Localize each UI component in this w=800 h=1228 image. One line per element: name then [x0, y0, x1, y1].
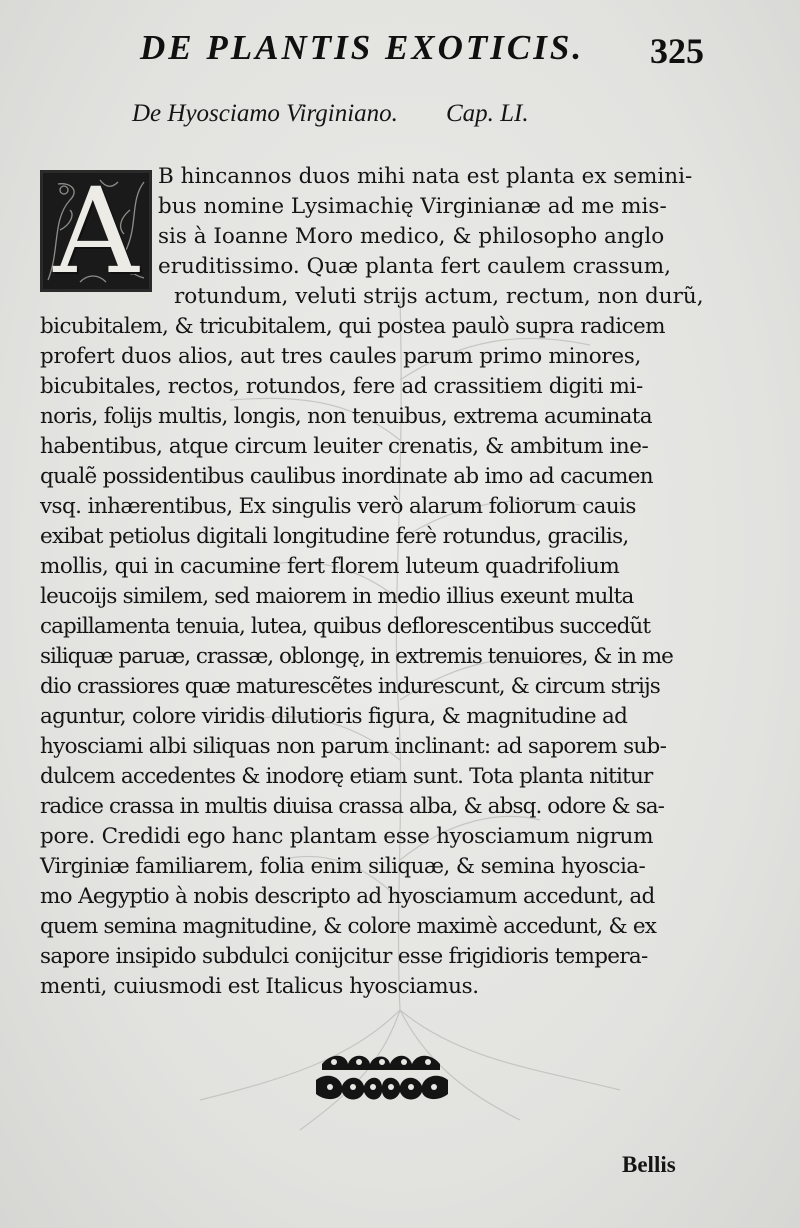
text-line: aguntur, colore viridis dilutioris figura, & magnitudine ad — [40, 704, 628, 729]
chapter-heading — [132, 100, 529, 128]
text-line: rotundum, veluti strijs actum, rectum, non durũ, — [174, 284, 704, 309]
text-line: eruditissimo. Quæ planta fert caulem crassum, — [158, 254, 671, 279]
text-line: bicubitalem, & tricubitalem, qui postea paulò supra radicem — [40, 314, 665, 339]
text-line: habentibus, atque circum leuiter crenatis, & ambitum ine- — [40, 434, 649, 459]
text-line: hyosciami albi siliquas non parum inclinant: ad saporem sub- — [40, 734, 667, 759]
text-line: capillamenta tenuia, lutea, quibus deflorescentibus succedũt — [40, 614, 651, 639]
page-number: 325 — [650, 31, 704, 71]
text-line: mollis, qui in cacumine fert florem luteum quadrifolium — [40, 554, 620, 579]
text-line: leucoijs similem, sed maiorem in medio illius exeunt multa — [40, 584, 634, 609]
text-line: noris, folijs multis, longis, non tenuibus, extrema acuminata — [40, 404, 652, 429]
text-line: menti, cuiusmodi est Italicus hyosciamus. — [40, 974, 479, 999]
decorated-initial — [40, 162, 152, 300]
text-line: Virginiæ familiarem, folia enim siliquæ, & semina hyoscia- — [40, 854, 646, 879]
chapter-number: Cap. LI. — [445, 100, 529, 127]
chapter-title: De Hyosciamo Virginiano. — [132, 100, 398, 127]
running-head: DE PLANTIS EXOTICIS. — [140, 28, 585, 67]
text-line: bus nomine Lysimachię Virginianæ ad me mis- — [158, 194, 667, 219]
text-line: mo Aegyptio à nobis descripto ad hyosciamum accedunt, ad — [40, 884, 655, 909]
text-line: dulcem accedentes & inodorę etiam sunt. Tota planta nititur — [40, 764, 653, 789]
text-line: pore. Credidi ego hanc plantam esse hyosciamum nigrum — [40, 824, 654, 849]
initial-letter: A — [53, 162, 139, 300]
text-line: siliquæ paruæ, crassæ, oblongę, in extremis tenuiores, & in me — [40, 644, 673, 669]
text-line: sapore insipido subdulci conijcitur esse frigidioris tempera- — [40, 944, 648, 969]
text-line: profert duos alios, aut tres caules parum primo minores, — [40, 344, 642, 369]
catchword: Bellis — [622, 1152, 676, 1177]
text-line: qualẽ possidentibus caulibus inordinate ab imo ad cacumen — [40, 464, 653, 489]
text-line: exibat petiolus digitali longitudine ferè rotundus, gracilis, — [40, 524, 629, 549]
text-line: dio crassiores quæ maturescẽtes indurescunt, & circum strijs — [40, 674, 660, 699]
text-line: quem semina magnitudine, & colore maximè accedunt, & ex — [40, 914, 657, 939]
text-line: B hincannos duos mihi nata est planta ex semini- — [158, 164, 693, 189]
tailpiece-ornament — [312, 1050, 452, 1108]
text-line: vsq. inhærentibus, Ex singulis verò alarum foliorum cauis — [40, 494, 636, 519]
text-line: sis à Ioanne Moro medico, & philosopho anglo — [158, 224, 665, 249]
text-line: bicubitales, rectos, rotundos, fere ad crassitiem digiti mi- — [40, 374, 643, 399]
text-line: radice crassa in multis diuisa crassa alba, & absq. odore & sa- — [40, 794, 664, 819]
